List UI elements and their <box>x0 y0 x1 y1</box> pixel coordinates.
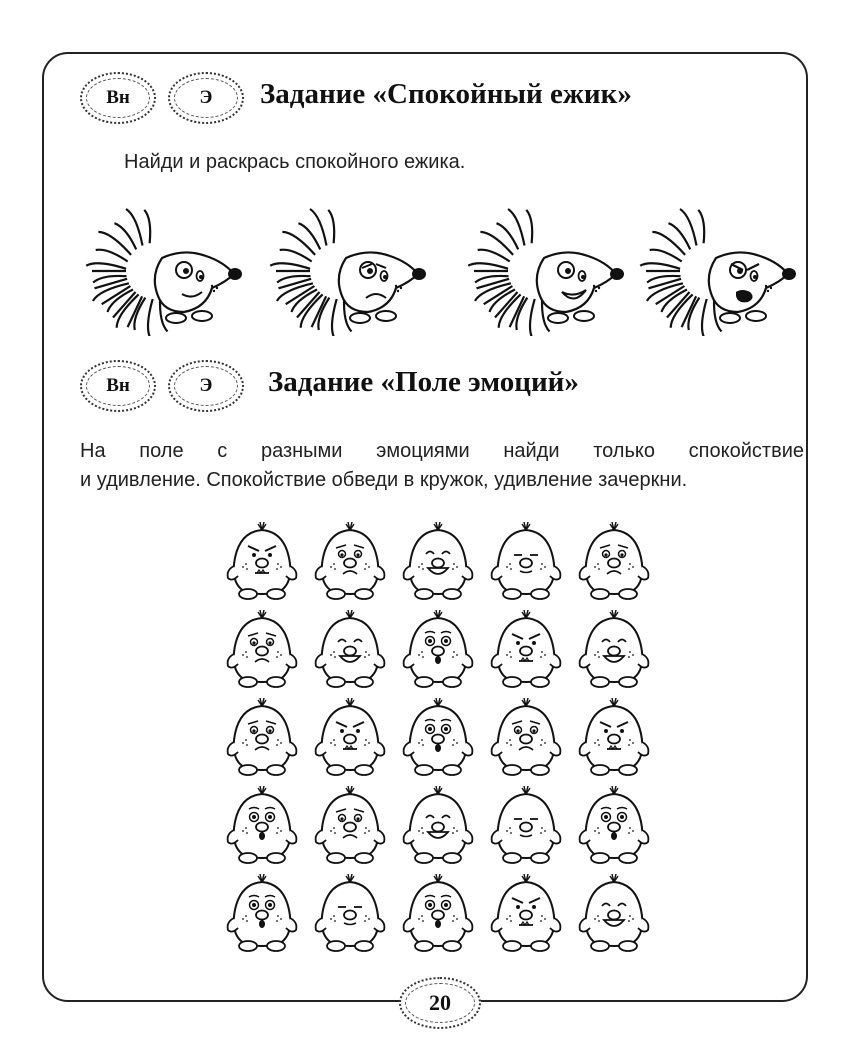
mole-sad[interactable] <box>310 518 390 602</box>
mole-surprised[interactable] <box>222 782 302 866</box>
mole-calm[interactable] <box>486 518 566 602</box>
mole-sad[interactable] <box>574 518 654 602</box>
hedgehog-sad[interactable] <box>268 196 436 336</box>
mole-angry[interactable] <box>310 694 390 778</box>
badge-e: Э <box>168 360 244 412</box>
mole-calm[interactable] <box>486 782 566 866</box>
hedgehog-calm-smile[interactable] <box>84 196 252 336</box>
mole-angry[interactable] <box>486 606 566 690</box>
emotion-grid <box>222 518 662 958</box>
hedgehog-happy[interactable] <box>466 196 634 336</box>
mole-happy[interactable] <box>574 606 654 690</box>
hedgehog-angry[interactable] <box>638 196 806 336</box>
mole-happy[interactable] <box>398 518 478 602</box>
mole-happy[interactable] <box>398 782 478 866</box>
task2-title: Задание «Поле эмоций» <box>268 366 579 398</box>
badge-e: Э <box>168 72 244 124</box>
mole-happy[interactable] <box>310 606 390 690</box>
mole-sad[interactable] <box>486 694 566 778</box>
mole-angry[interactable] <box>574 694 654 778</box>
mole-happy[interactable] <box>574 870 654 954</box>
mole-angry[interactable] <box>222 518 302 602</box>
task2-instruction-line1: На поле с разными эмоциями найди только спокойствие <box>80 440 804 462</box>
mole-surprised[interactable] <box>574 782 654 866</box>
mole-surprised[interactable] <box>398 870 478 954</box>
task2-instruction-line2: и удивление. Спокойствие обведи в кружок, удивление зачеркни. <box>80 469 688 491</box>
mole-sad[interactable] <box>222 694 302 778</box>
task1-title: Задание «Спокойный ежик» <box>260 78 632 110</box>
page-number: 20 <box>399 977 481 1029</box>
badge-vn: Вн <box>80 72 156 124</box>
mole-sad[interactable] <box>222 606 302 690</box>
mole-surprised[interactable] <box>398 606 478 690</box>
mole-calm[interactable] <box>310 870 390 954</box>
mole-surprised[interactable] <box>398 694 478 778</box>
mole-sad[interactable] <box>310 782 390 866</box>
mole-surprised[interactable] <box>222 870 302 954</box>
mole-angry[interactable] <box>486 870 566 954</box>
badge-vn: Вн <box>80 360 156 412</box>
task1-instruction: Найди и раскрась спокойного ежика. <box>124 151 466 173</box>
